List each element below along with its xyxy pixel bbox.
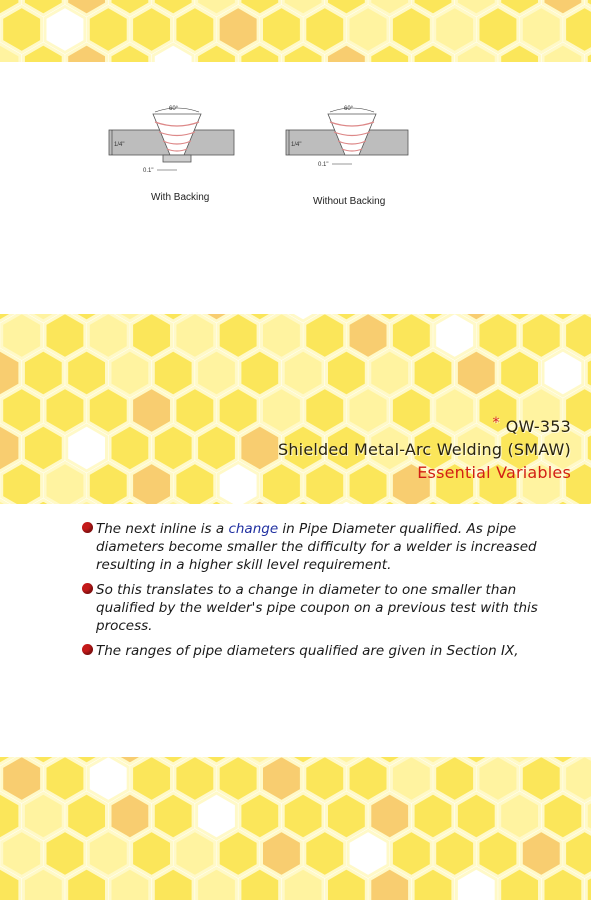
honeycomb-cell [2,463,42,505]
honeycomb-cell [305,757,345,802]
honeycomb-cell [348,463,388,505]
honeycomb-cell [521,7,561,53]
bullet-list [80,520,560,667]
honeycomb-cell [88,7,128,53]
honeycomb-cell [153,350,193,396]
star-icon: * [492,415,500,431]
honeycomb-cell [110,350,150,396]
honeycomb-cell [132,757,172,802]
honeycomb-cell [348,757,388,802]
honeycomb-cell [132,463,172,505]
honeycomb-cell [370,350,410,396]
honeycomb-cell [110,425,150,471]
honeycomb-cell [132,831,172,877]
angle-label: 60° [344,106,354,112]
honeycomb-cell [391,388,431,434]
section-subtitle: Essential Variables [417,463,571,482]
honeycomb-cell [500,350,540,396]
honeycomb-cell [262,463,302,505]
honeycomb-cell [45,463,85,505]
honeycomb-cell [413,793,453,839]
honeycomb-cell [45,831,85,877]
honeycomb-cell [153,793,193,839]
honeycomb-cell [67,350,107,396]
honeycomb-cell [413,350,453,396]
bullet-dot-icon [82,522,93,533]
honeycomb-cell [240,350,280,396]
honeycomb-cell [2,7,42,53]
honeycomb-cell [456,793,496,839]
honeycomb-cell [370,793,410,839]
honeycomb-cell [348,831,388,877]
honeycomb-cell [175,7,215,53]
honeycomb-cell [543,793,583,839]
honeycomb-cell [262,7,302,53]
honeycomb-cell [218,831,258,877]
bullet-item: The next inline is a change in Pipe Diameter qualified. As pipe diameters become smaller the difficulty for a welder is increased resulting in a higher skill level requirement. [80,520,560,574]
honeycomb-cell [175,831,215,877]
honeycomb-cell [197,350,237,396]
honeycomb-cell [262,388,302,434]
honeycomb-band-bottom [0,757,591,900]
bullet-dot-icon [82,644,93,655]
honeycomb-cell [88,388,128,434]
honeycomb-cell [45,314,85,359]
honeycomb-cell [327,793,367,839]
honeycomb-cell [240,425,280,471]
honeycomb-cell [262,757,302,802]
honeycomb-cell [456,350,496,396]
honeycomb-cell [218,463,258,505]
honeycomb-cell [218,757,258,802]
honeycomb-cell [175,463,215,505]
honeycomb-pattern [0,757,591,900]
honeycomb-cell [348,314,388,359]
honeycomb-cell [327,350,367,396]
honeycomb-cell [197,793,237,839]
honeycomb-cell [305,463,345,505]
honeycomb-cell [132,7,172,53]
honeycomb-cell [391,757,431,802]
honeycomb-cell [45,388,85,434]
honeycomb-cell [478,831,518,877]
caption-with-backing: With Backing [151,192,210,203]
honeycomb-cell [435,388,475,434]
honeycomb-cell [23,425,63,471]
honeycomb-cell [45,7,85,53]
honeycomb-cell [305,388,345,434]
honeycomb-cell [88,831,128,877]
section-code [493,417,571,436]
thickness-label: 1/4" [114,142,125,148]
section-code-text: QW-353 [505,417,571,436]
honeycomb-cell [175,757,215,802]
honeycomb-cell [435,831,475,877]
honeycomb-pattern [0,0,591,62]
honeycomb-cell [88,463,128,505]
honeycomb-cell [88,757,128,802]
bullet-item: The ranges of pipe diameters qualified are given in Section IX, [80,642,560,660]
honeycomb-cell [391,314,431,359]
weld-diagram-without-backing [282,100,422,180]
honeycomb-cell [218,7,258,53]
honeycomb-cell [262,831,302,877]
honeycomb-cell [45,757,85,802]
honeycomb-cell [88,314,128,359]
honeycomb-cell [521,757,561,802]
caption-without-backing: Without Backing [313,196,386,207]
honeycomb-cell [521,314,561,359]
honeycomb-cell [435,757,475,802]
honeycomb-cell [2,388,42,434]
honeycomb-cell [305,831,345,877]
angle-label: 60° [169,106,179,112]
honeycomb-cell [305,7,345,53]
honeycomb-cell [283,793,323,839]
honeycomb-cell [283,350,323,396]
honeycomb-cell [67,793,107,839]
honeycomb-cell [240,793,280,839]
honeycomb-cell [197,425,237,471]
honeycomb-cell [543,350,583,396]
honeycomb-cell [218,388,258,434]
honeycomb-cell [132,388,172,434]
honeycomb-cell [110,793,150,839]
honeycomb-cell [23,793,63,839]
honeycomb-cell [391,831,431,877]
honeycomb-cell [391,7,431,53]
honeycomb-cell [67,425,107,471]
honeycomb-cell [23,350,63,396]
honeycomb-cell [348,7,388,53]
honeycomb-cell [521,831,561,877]
honeycomb-cell [348,388,388,434]
gap-label: 0.1" [318,162,329,168]
bullet-dot-icon [82,583,93,594]
honeycomb-cell [175,314,215,359]
honeycomb-cell [132,314,172,359]
honeycomb-cell [175,388,215,434]
honeycomb-cell [262,314,302,359]
section-title: Shielded Metal-Arc Welding (SMAW) [277,440,571,459]
weld-diagram-with-backing [105,100,245,180]
honeycomb-cell [500,793,540,839]
honeycomb-cell [218,314,258,359]
honeycomb-cell [435,7,475,53]
gap-label: 0.1" [143,168,154,174]
honeycomb-cell [153,425,193,471]
honeycomb-cell [2,757,42,802]
honeycomb-cell [305,314,345,359]
honeycomb-cell [2,831,42,877]
highlight-word: change [228,521,279,537]
honeycomb-cell [478,314,518,359]
honeycomb-cell [478,7,518,53]
honeycomb-cell [2,314,42,359]
honeycomb-cell [478,757,518,802]
honeycomb-cell [435,314,475,359]
thickness-label: 1/4" [291,142,302,148]
bullet-item: So this translates to a change in diameter to one smaller than qualified by the welder's pipe coupon on a previous test with this process. [80,581,560,635]
honeycomb-band-top [0,0,591,62]
